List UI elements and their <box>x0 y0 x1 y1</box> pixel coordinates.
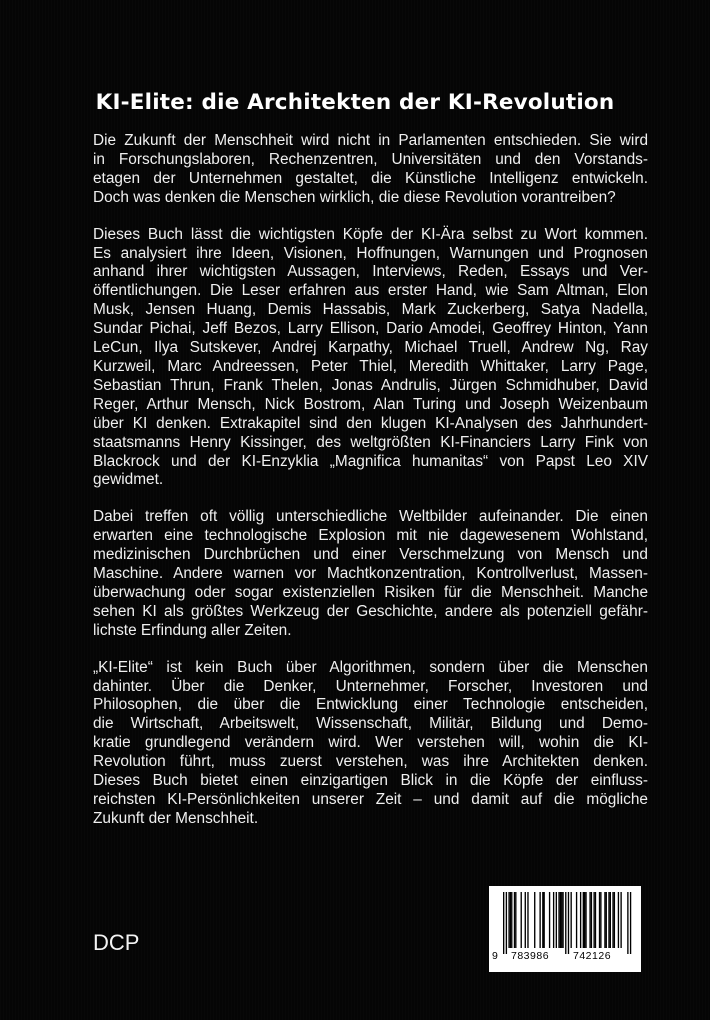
text-line: Kurzweil, Marc Andreessen, Peter Thiel, Meredith Whittaker, Larry Page, <box>93 357 648 375</box>
text-line: anhand ihrer wichtigsten Aussagen, Interviews, Reden, Essays und Ver- <box>93 263 648 281</box>
text-line: überwachung oder sogar existenziellen Risiken für die Menschheit. Manche <box>93 583 648 601</box>
text-line: erwarten eine technologische Explosion mit nie dagewesenem Wohlstand, <box>93 527 648 545</box>
barcode-bar <box>600 892 601 948</box>
barcode-bar <box>610 892 611 948</box>
barcode-bar <box>565 892 566 954</box>
barcode-bar <box>627 892 628 954</box>
barcode-bar <box>542 892 543 948</box>
text-line: sehen KI als größtes Werkzeug der Geschichte, andere als potenziell gefähr- <box>93 602 648 620</box>
barcode-bar <box>556 892 557 948</box>
isbn-barcode <box>489 886 641 972</box>
barcode-bar <box>589 892 590 948</box>
barcode-bar <box>510 892 511 948</box>
text-line: in Forschungslaboren, Rechenzentren, Universitäten und den Vorstands- <box>93 150 648 168</box>
barcode-digit-first: 9 <box>492 950 499 962</box>
text-line: Es analysiert ihre Ideen, Visionen, Hoffnungen, Warnungen und Prognosen <box>93 244 648 262</box>
barcode-bar <box>585 892 586 948</box>
barcode-bar <box>506 892 507 954</box>
text-line: kratie grundlegend verändern wird. Wer verstehen will, wohin die KI- <box>93 734 648 752</box>
barcode-bar <box>614 892 615 948</box>
text-line: etagen der Unternehmen gestaltet, die Künstliche Intelligenz entwickeln. <box>93 169 648 187</box>
text-line: Dieses Buch bietet einen einzigartigen Blick in die Köpfe der einfluss- <box>93 772 648 790</box>
barcode-bar <box>583 892 584 948</box>
barcode-bar <box>514 892 515 948</box>
barcode-bar <box>521 892 522 948</box>
barcode-bar <box>553 892 554 948</box>
barcode-bar <box>544 892 545 948</box>
barcode-bar <box>515 892 516 948</box>
barcode-bar <box>595 892 596 948</box>
publisher-logo: DCP <box>93 930 140 955</box>
text-line: reichsten KI-Persönlichkeiten unserer Zeit – und damit auf die mögliche <box>93 791 648 808</box>
paragraph-4 <box>93 659 648 829</box>
text-line: Doch was denken die Menschen wirklich, die diese Revolution vorantreiben? <box>93 188 616 206</box>
barcode-bar <box>561 892 562 948</box>
text-line: Philosophen, die über die Entwicklung einer Technologie entscheiden, <box>93 696 648 714</box>
text-line: die Wirtschaft, Arbeitswelt, Wissenschaft, Militär, Bildung und Demo- <box>93 715 648 733</box>
text-line: Dabei treffen oft völlig unterschiedliche Weltbilder aufeinander. Die einen <box>93 508 648 526</box>
text-line: Dieses Buch lässt die wichtigsten Köpfe der KI-Ära selbst zu Wort kommen. <box>93 225 648 243</box>
barcode-bar <box>591 892 592 948</box>
paragraph-2 <box>93 226 648 491</box>
barcode-bar <box>576 892 577 948</box>
text-line: Sebastian Thrun, Frank Thelen, Jonas Andrulis, Jürgen Schmidhuber, David <box>93 376 648 394</box>
barcode-bar <box>630 892 631 954</box>
text-line: Musk, Jensen Huang, Demis Hassabis, Mark Zuckerberg, Satya Nadella, <box>93 301 648 319</box>
barcode-bar <box>508 892 509 948</box>
barcode-digits-left: 783986 <box>511 950 550 962</box>
barcode-bar <box>558 892 559 948</box>
text-line: Revolution führt, muss zuerst verstehen, was ihre Architekten denken. <box>93 753 648 771</box>
barcode-bar <box>534 892 535 948</box>
barcode-bar <box>608 892 609 948</box>
barcode-bar <box>571 892 572 948</box>
barcode-bar <box>525 892 526 948</box>
barcode-bar <box>620 892 621 948</box>
text-line: über KI denken. Extrakapitel sind den klugen KI-Analysen des Jahrhundert- <box>93 414 648 432</box>
barcode-bar <box>511 892 512 948</box>
text-line: Zukunft der Menschheit. <box>93 809 259 827</box>
barcode-bar <box>503 892 504 954</box>
text-line: dahinter. Über die Denker, Unternehmer, Forscher, Investoren und <box>93 677 648 695</box>
barcode-bar <box>599 892 600 948</box>
barcode-bar <box>527 892 528 948</box>
barcode-bar <box>568 892 569 954</box>
text-line: LeCun, Ilya Sutskever, Andrej Karpathy, Michael Truell, Andrew Ng, Ray <box>93 339 648 357</box>
barcode-bar <box>593 892 594 948</box>
paragraph-1 <box>93 132 648 208</box>
text-line: gewidmet. <box>93 471 164 489</box>
text-line: lichste Erfindung aller Zeiten. <box>93 621 292 639</box>
barcode-bar <box>584 892 585 948</box>
barcode-bar <box>539 892 540 948</box>
text-line: Sundar Pichai, Jeff Bezos, Larry Ellison, Dario Amodei, Geoffrey Hinton, Yann <box>93 320 648 338</box>
blurb-text <box>93 132 648 847</box>
barcode-bar <box>606 892 607 948</box>
text-line: Maschine. Andere warnen vor Machtkonzentration, Kontrollverlust, Massen- <box>93 565 648 583</box>
text-line: Reger, Arthur Mensch, Nick Bostrom, Alan Turing und Joseph Weizenbaum <box>93 395 648 413</box>
barcode-digits-right: 742126 <box>573 950 612 962</box>
text-line: „KI-Elite“ ist kein Buch über Algorithmen, sondern über die Menschen <box>93 658 648 676</box>
barcode-bar <box>549 892 550 948</box>
barcode-bar <box>580 892 581 948</box>
text-line: Die Zukunft der Menschheit wird nicht in Parlamenten entschieden. Sie wird <box>93 132 648 149</box>
barcode-bar <box>560 892 561 948</box>
barcode-bar <box>562 892 563 948</box>
text-line: öffentlichungen. Die Leser erfahren aus erster Hand, wie Sam Altman, Elon <box>93 282 648 300</box>
cover-title: KI-Elite: die Architekten der KI-Revolution <box>95 90 615 115</box>
text-line: medizinischen Durchbrüchen und einer Verschmelzung von Mensch und <box>93 546 648 564</box>
barcode-bar <box>604 892 605 948</box>
barcode-bar <box>612 892 613 948</box>
text-line: Blackrock und der KI-Enzyklia „Magnifica humanitas“ von Papst Leo XIV <box>93 452 648 470</box>
barcode-bar <box>618 892 619 948</box>
paragraph-3 <box>93 508 648 640</box>
text-line: staatsmanns Henry Kissinger, des weltgrößten KI-Financiers Larry Fink von <box>93 433 648 451</box>
